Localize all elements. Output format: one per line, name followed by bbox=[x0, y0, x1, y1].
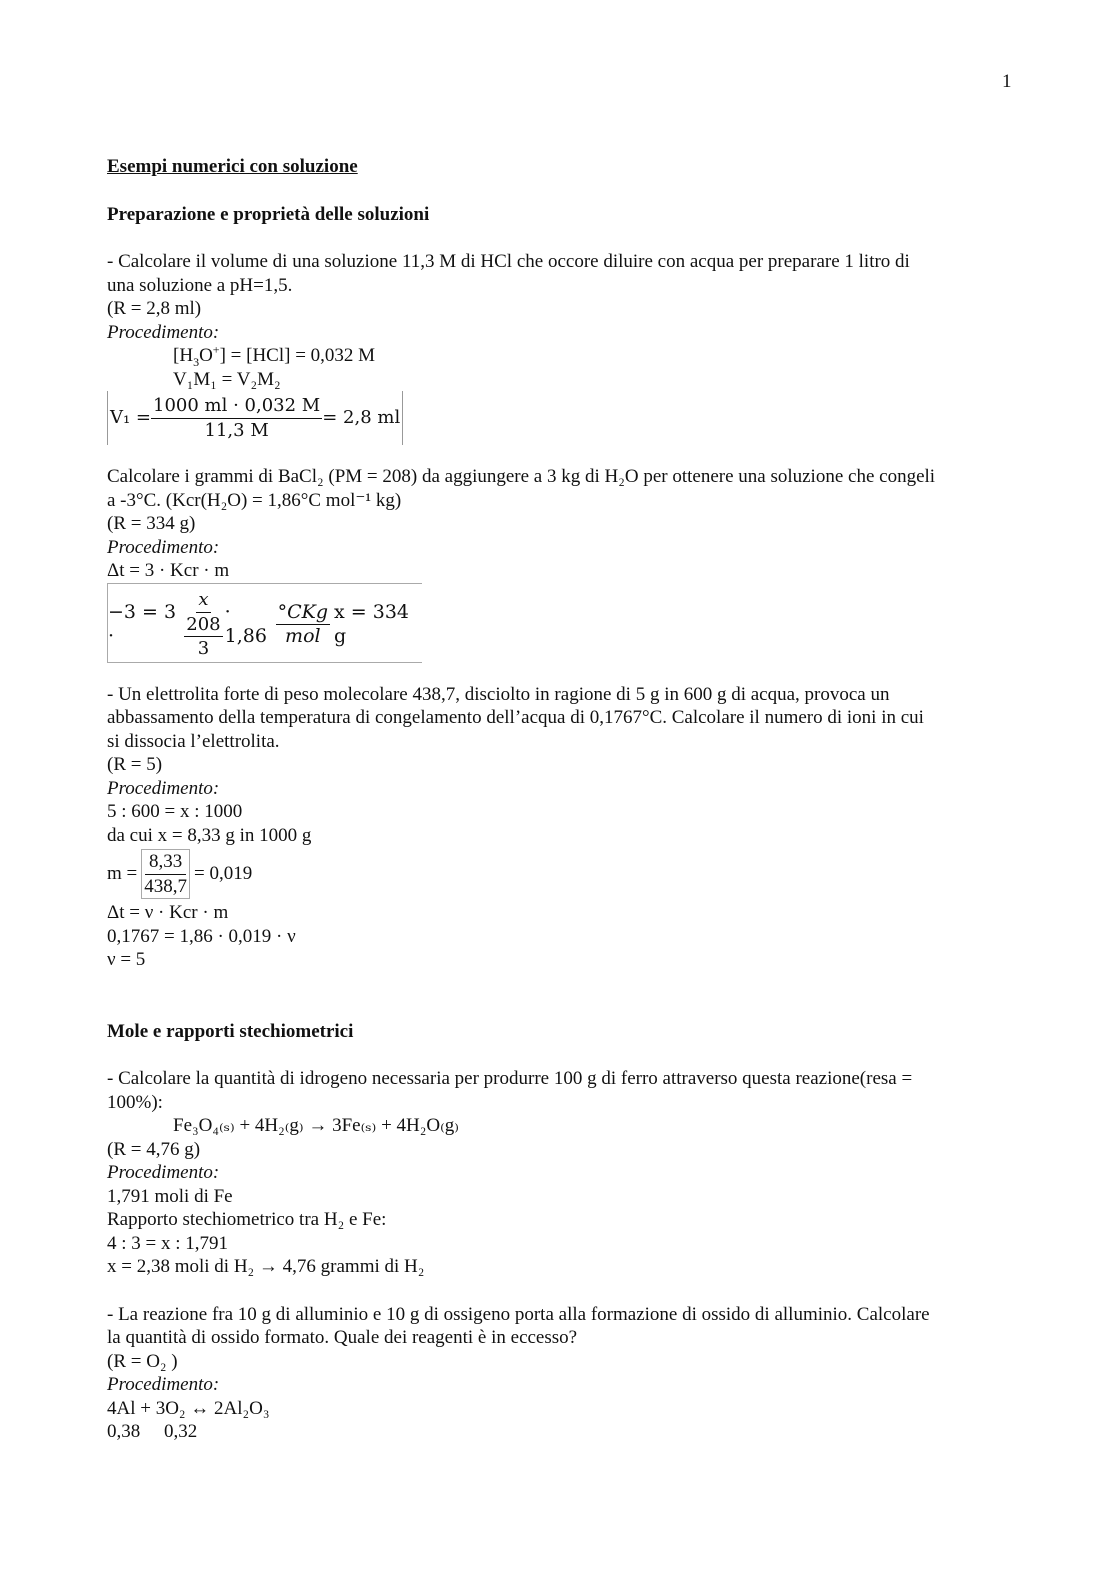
ex2-result: (R = 334 g) bbox=[107, 513, 196, 534]
ex2-formula-mid: · 1,86 bbox=[224, 601, 267, 647]
ex5-question-line2: la quantità di ossido formato. Quale dei reagenti è in eccesso? bbox=[107, 1327, 578, 1348]
ex5-step2: 0,38 0,32 bbox=[107, 1421, 198, 1442]
ex2-formula-outer-fraction bbox=[184, 588, 222, 661]
document-title: Esempi numerici con soluzione bbox=[107, 156, 358, 177]
ex5-question-line1: - La reazione fra 10 g di alluminio e 10 g di ossigeno porta alla formazione di ossido di alluminio. Calcolare bbox=[107, 1303, 930, 1325]
ex1-procedure-label: Procedimento: bbox=[107, 321, 220, 343]
ex5-result: (R = O₂ ) bbox=[107, 1350, 178, 1372]
ex1-step2: V₁M₁ = V₂M₂ bbox=[173, 368, 281, 390]
section-title-solutions: Preparazione e proprietà delle soluzioni bbox=[107, 203, 430, 225]
ex1-formula-lhs: V₁ = bbox=[110, 407, 152, 429]
ex1-question-line1: - Calcolare il volume di una soluzione 11,3 M di HCl che occore diluire con acqua per preparare 1 litro di bbox=[107, 251, 910, 272]
ex4-step2: Rapporto stechiometrico tra H₂ e Fe: bbox=[107, 1209, 387, 1230]
ex3-step5: ν = 5 bbox=[107, 949, 146, 970]
ex4-step1: 1,791 moli di Fe bbox=[107, 1185, 233, 1207]
ex2-formula-lhs: −3 = 3 · bbox=[108, 601, 177, 647]
ex2-formula bbox=[107, 583, 422, 663]
ex2-formula-ckg: °CKg bbox=[276, 601, 330, 626]
ex4-question-line1: - Calcolare la quantità di idrogeno necessaria per produrre 100 g di ferro attraverso questa reazione(resa = bbox=[107, 1068, 913, 1089]
ex3-procedure-label: Procedimento: bbox=[107, 777, 220, 799]
ex1-formula-numerator: 1000 ml · 0,032 M bbox=[151, 394, 322, 419]
ex2-step1: Δt = 3 · Kcr · m bbox=[107, 560, 230, 581]
ex2-formula-rhs: x = 334 g bbox=[334, 601, 410, 647]
ex1-question-line2: una soluzione a pH=1,5. bbox=[107, 274, 293, 296]
ex1-formula-denominator: 11,3 M bbox=[204, 419, 269, 441]
ex2-question-line1: Calcolare i grammi di BaCl₂ (PM = 208) da aggiungere a 3 kg di H₂O per ottenere una soluzione che congeli bbox=[107, 466, 936, 487]
ex3-molality-fraction bbox=[141, 849, 190, 899]
ex3-molality-lhs: m = bbox=[107, 863, 138, 885]
ex3-result: (R = 5) bbox=[107, 754, 163, 775]
ex4-procedure-label: Procedimento: bbox=[107, 1162, 220, 1183]
page-number: 1 bbox=[1002, 71, 1012, 92]
ex1-step1: $[H_3O^+] = [HCl] = 0,032$ M bbox=[173, 342, 376, 369]
ex3-question-line3: si dissocia l’elettrolita. bbox=[107, 730, 280, 752]
section-title-moles: Mole e rapporti stechiometrici bbox=[107, 1020, 354, 1042]
ex2-formula-x: x bbox=[196, 588, 210, 613]
ex2-formula-units bbox=[276, 601, 330, 649]
ex3-molality-numerator: 8,33 bbox=[145, 850, 186, 875]
ex5-procedure-label: Procedimento: bbox=[107, 1374, 220, 1395]
ex4-step4: x = 2,38 moli di H₂ → 4,76 grammi di H₂ bbox=[107, 1256, 425, 1277]
ex4-reaction: Fe₃O₄₍ₛ₎ + 4H₂₍g₎ → 3Fe₍ₛ₎ + 4H₂O₍g₎ bbox=[173, 1115, 459, 1136]
ex2-formula-208: 208 bbox=[184, 613, 222, 638]
ex3-question-line1: - Un elettrolita forte di peso molecolare 438,7, disciolto in ragione di 5 g in 600 g di acqua, provoca un bbox=[107, 683, 890, 705]
ex2-formula-inner-fraction bbox=[184, 613, 222, 661]
ex4-step3: 4 : 3 = x : 1,791 bbox=[107, 1232, 229, 1254]
document-body bbox=[107, 155, 1007, 1444]
ex3-step2: da cui x = 8,33 g in 1000 g bbox=[107, 824, 312, 846]
ex1-formula-fraction bbox=[151, 394, 322, 442]
ex1-formula-rhs: = 2,8 ml bbox=[322, 407, 401, 429]
ex4-result: (R = 4,76 g) bbox=[107, 1138, 201, 1160]
ex3-step3: Δt = ν · Kcr · m bbox=[107, 902, 229, 923]
ex4-question-line2: 100%): bbox=[107, 1091, 163, 1113]
ex5-step1: 4Al + 3O₂ ↔ 2Al₂O₃ bbox=[107, 1397, 270, 1419]
ex3-question-line2: abbassamento della temperatura di congelamento dell’acqua di 0,1767°C. Calcolare il numero di ioni in cui bbox=[107, 707, 924, 728]
ex2-procedure-label: Procedimento: bbox=[107, 536, 220, 558]
ex3-molality-rhs: = 0,019 bbox=[194, 863, 253, 885]
ex3-molality-formula bbox=[107, 849, 1007, 899]
ex1-result: (R = 2,8 ml) bbox=[107, 298, 202, 319]
ex3-step1: 5 : 600 = x : 1000 bbox=[107, 801, 243, 822]
ex2-formula-mol: mol bbox=[285, 625, 321, 647]
ex3-step4: 0,1767 = 1,86 · 0,019 · ν bbox=[107, 925, 296, 947]
ex2-formula-3: 3 bbox=[197, 638, 210, 660]
ex3-molality-denominator: 438,7 bbox=[144, 875, 187, 897]
ex2-question-line2: a -3°C. (Kcr(H₂O) = 1,86°C mol⁻¹ kg) bbox=[107, 489, 402, 511]
ex1-formula bbox=[107, 391, 403, 445]
